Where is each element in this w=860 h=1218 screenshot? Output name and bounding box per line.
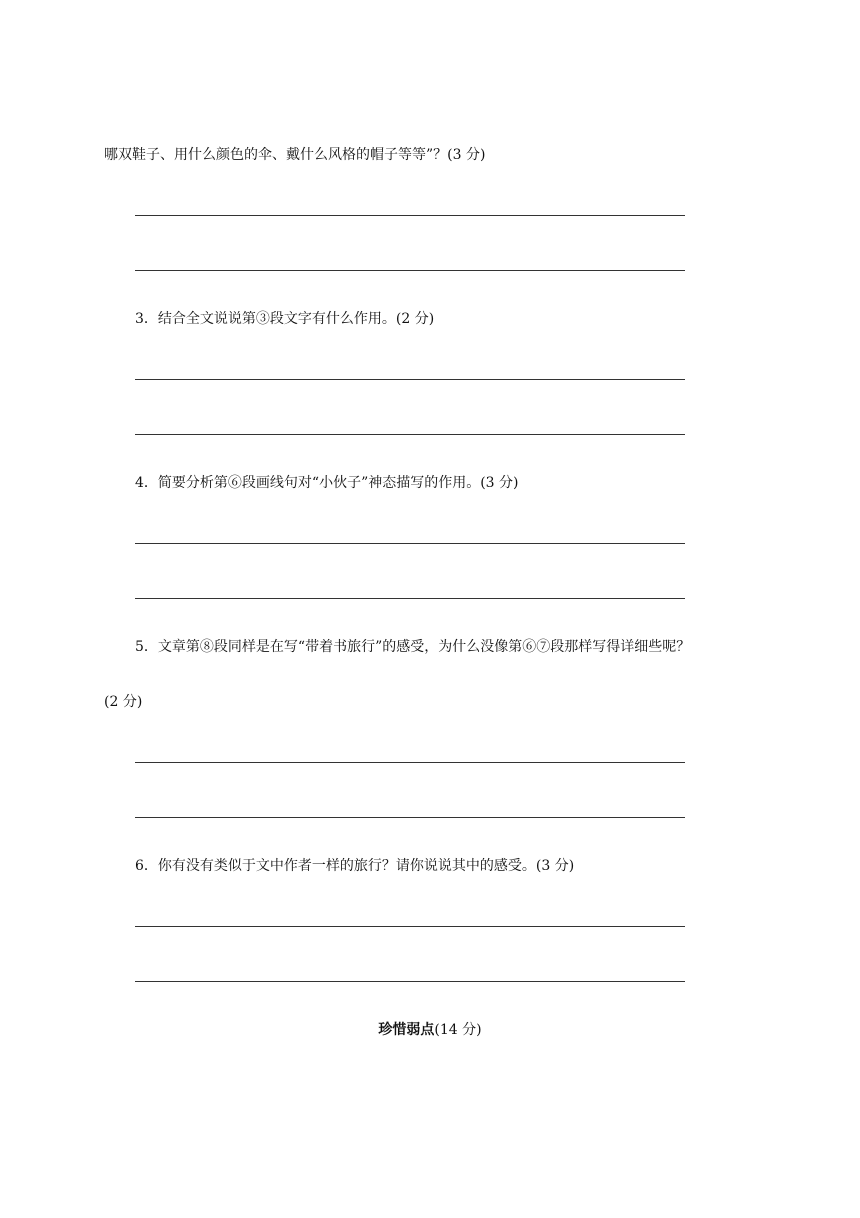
- section-heading: [0, 1020, 860, 1040]
- answer-line-q2-2[interactable]: [135, 270, 685, 271]
- answer-line-q4-1[interactable]: [135, 543, 685, 544]
- question-6: 6．你有没有类似于文中作者一样的旅行？请你说说其中的感受。(3 分): [135, 858, 575, 874]
- question-5-score: (2 分): [104, 694, 143, 710]
- answer-line-q4-2[interactable]: [135, 598, 685, 599]
- question-3: 3．结合全文说说第③段文字有什么作用。(2 分): [135, 311, 435, 327]
- question-5: 5．文章第⑧段同样是在写“带着书旅行”的感受，为什么没像第⑥⑦段那样写得详细些呢？: [135, 639, 691, 655]
- question-2-continuation: 哪双鞋子、用什么颜色的伞、戴什么风格的帽子等等”？(3 分): [104, 147, 486, 163]
- answer-line-q5-1[interactable]: [135, 762, 685, 763]
- answer-line-q5-2[interactable]: [135, 817, 685, 818]
- answer-line-q3-1[interactable]: [135, 379, 685, 380]
- answer-line-q6-1[interactable]: [135, 926, 685, 927]
- answer-line-q6-2[interactable]: [135, 981, 685, 982]
- answer-line-q2-1[interactable]: [135, 215, 685, 216]
- section-title: 珍惜弱点: [378, 1022, 435, 1038]
- section-score: (14 分): [434, 1022, 482, 1038]
- answer-line-q3-2[interactable]: [135, 434, 685, 435]
- question-4: 4．简要分析第⑥段画线句对“小伙子”神态描写的作用。(3 分): [135, 475, 519, 491]
